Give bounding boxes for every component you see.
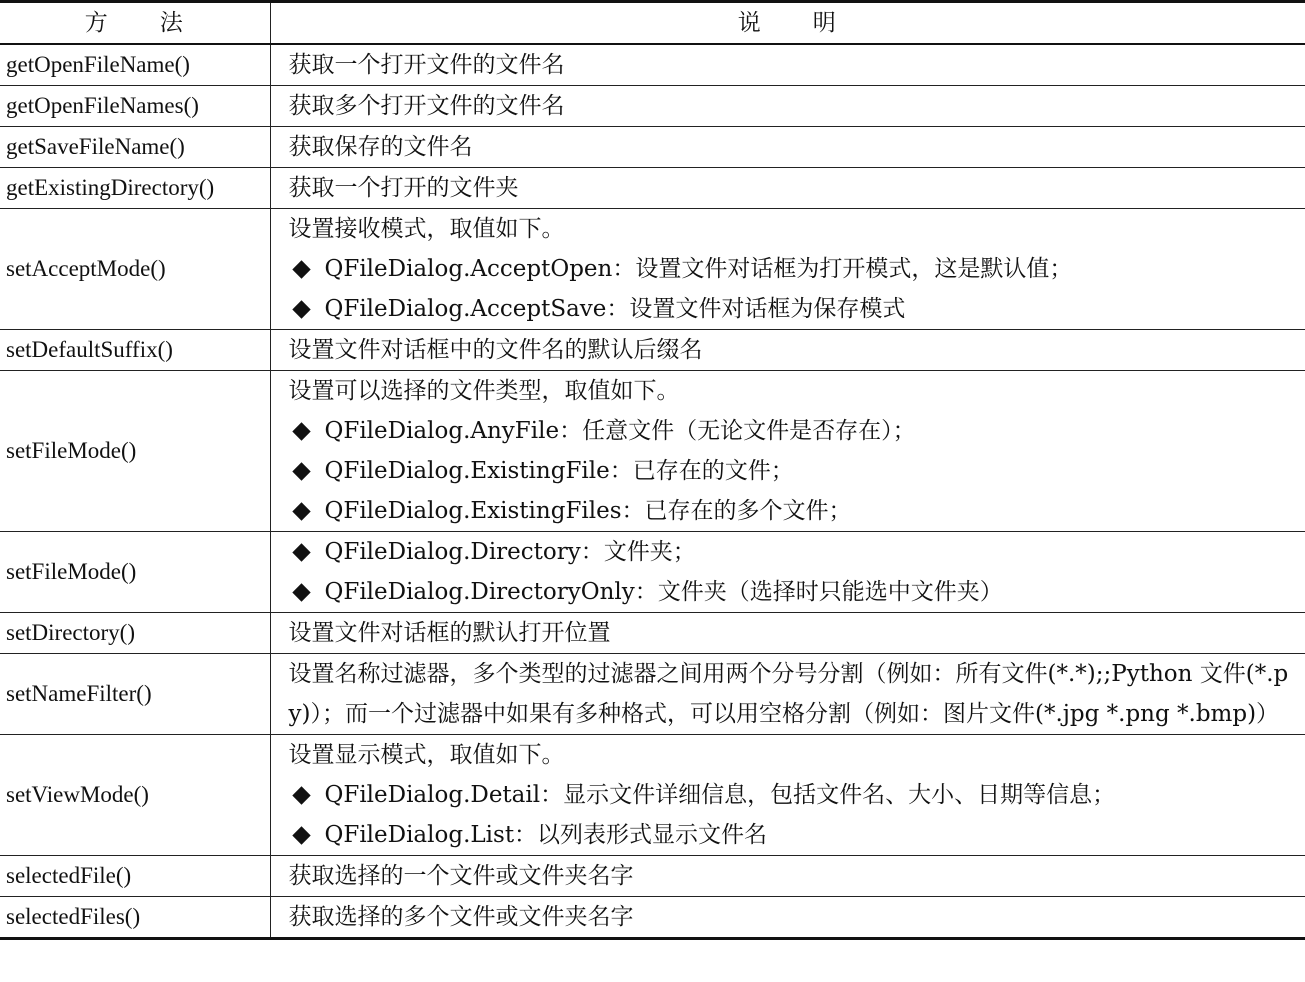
table-row [0,856,1305,897]
method-cell: setNameFilter() [0,654,270,735]
description-line: 设置文件对话框的默认打开位置 [288,620,611,646]
bullet-text: QFileDialog.AcceptOpen：设置文件对话框为打开模式，这是默认值； [324,256,1073,282]
bullet-text: QFileDialog.Detail：显示文件详细信息，包括文件名、大小、日期等信息； [324,782,1116,808]
description-cell [270,209,1305,330]
method-cell: getOpenFileNames() [0,86,270,127]
bullet-item [289,249,1294,289]
method-cell: setDirectory() [0,613,270,654]
description-paragraph: 设置名称过滤器，多个类型的过滤器之间用两个分号分割（例如：所有文件(*.*);;Python 文件(*.py)）；而一个过滤器中如果有多种格式，可以用空格分割（例如：图片文件(*.jpg *.png *.bmp)） [288,661,1289,727]
method-cell: selectedFiles() [0,897,270,939]
description-cell [270,371,1305,532]
table-row [0,735,1305,856]
method-cell: setAcceptMode() [0,209,270,330]
description-cell [270,86,1305,127]
bullet-text: QFileDialog.AcceptSave：设置文件对话框为保存模式 [324,296,906,322]
description-cell [270,44,1305,86]
diamond-bullet-icon [292,260,310,278]
description-cell [270,654,1305,735]
table-row [0,127,1305,168]
method-cell: setFileMode() [0,532,270,613]
diamond-bullet-icon [292,462,310,480]
diamond-bullet-icon [292,786,310,804]
method-cell: getOpenFileName() [0,44,270,86]
method-cell: getExistingDirectory() [0,168,270,209]
bullet-item [289,572,1294,612]
description-cell [270,856,1305,897]
bullet-item [289,815,1294,855]
bullet-text: QFileDialog.ExistingFiles：已存在的多个文件； [324,498,852,524]
description-cell [270,127,1305,168]
bullet-item [289,532,1294,572]
table-row [0,654,1305,735]
description-cell [270,168,1305,209]
diamond-bullet-icon [292,300,310,318]
bullet-text: QFileDialog.AnyFile：任意文件（无论文件是否存在）； [324,418,916,444]
method-cell: setViewMode() [0,735,270,856]
table-row [0,613,1305,654]
bullet-item [289,491,1294,531]
description-line: 设置文件对话框中的文件名的默认后缀名 [288,337,703,363]
description-cell [270,532,1305,613]
diamond-bullet-icon [292,422,310,440]
diamond-bullet-icon [292,502,310,520]
method-cell: selectedFile() [0,856,270,897]
table-row [0,209,1305,330]
table-row [0,897,1305,939]
bullet-text: QFileDialog.List：以列表形式显示文件名 [324,822,768,848]
bullet-item [289,289,1294,329]
diamond-bullet-icon [292,583,310,601]
bullet-item [289,451,1294,491]
description-line: 获取一个打开的文件夹 [288,175,519,201]
bullet-item [289,411,1294,451]
table-body [0,44,1305,939]
description-line: 设置显示模式，取值如下。 [288,742,565,768]
header-description: 说 明 [270,2,1305,45]
description-line: 获取多个打开文件的文件名 [288,93,565,119]
bullet-text: QFileDialog.ExistingFile：已存在的文件； [324,458,794,484]
description-line: 获取选择的多个文件或文件夹名字 [288,904,634,930]
description-cell [270,897,1305,939]
description-cell [270,735,1305,856]
method-cell: setFileMode() [0,371,270,532]
method-cell: getSaveFileName() [0,127,270,168]
table-row [0,532,1305,613]
description-cell [270,613,1305,654]
diamond-bullet-icon [292,543,310,561]
bullet-text: QFileDialog.DirectoryOnly：文件夹（选择时只能选中文件夹） [324,579,1003,605]
header-method: 方 法 [0,2,270,45]
description-line: 设置接收模式，取值如下。 [288,216,565,242]
bullet-item [289,775,1294,815]
method-cell: setDefaultSuffix() [0,330,270,371]
description-cell [270,330,1305,371]
table-header-row [0,2,1305,45]
table-row [0,86,1305,127]
description-line: 获取保存的文件名 [288,134,473,160]
table-row [0,168,1305,209]
description-line: 获取选择的一个文件或文件夹名字 [288,863,634,889]
bullet-text: QFileDialog.Directory：文件夹； [324,539,696,565]
table-row [0,44,1305,86]
description-line: 设置可以选择的文件类型，取值如下。 [288,378,680,404]
table-row [0,371,1305,532]
diamond-bullet-icon [292,826,310,844]
table-row [0,330,1305,371]
description-line: 获取一个打开文件的文件名 [288,52,565,78]
